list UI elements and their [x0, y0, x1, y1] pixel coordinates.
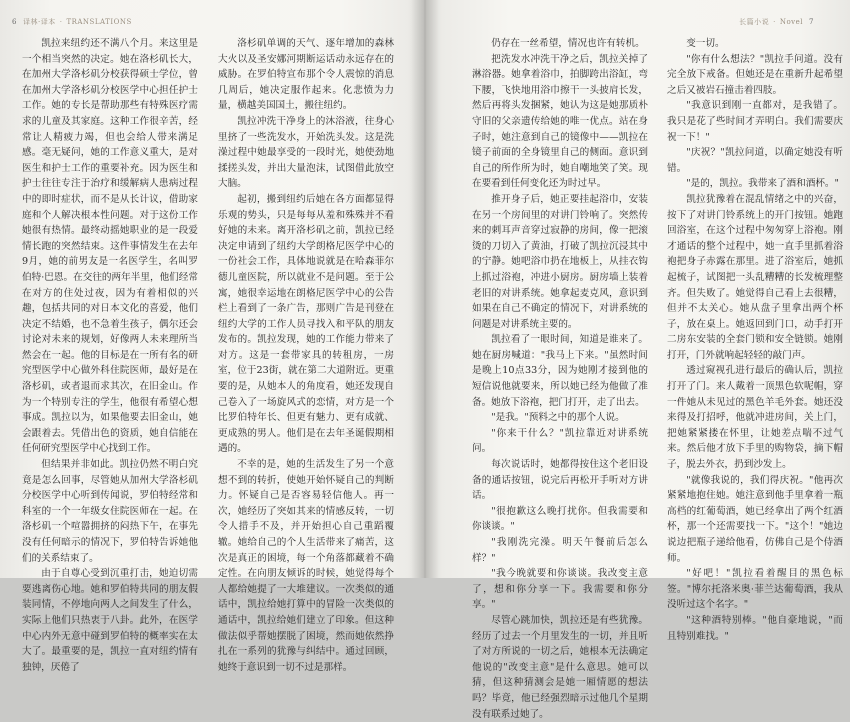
paragraph: "很抱歉这么晚打扰你。但我需要和你谈谈。" — [472, 505, 648, 533]
paragraph: 尽管心跳加快，凯拉还是有些犹豫。经历了过去一个月里发生的一切，并且听了对方所说的一切之后，她根本无法确定他说的"改变主意"是什么意思。她可以猜，但这种猜测会是她一厢情愿的想法吗？毕竟，他已经强烈暗示过他几个星期没有联系过她了。 — [472, 614, 648, 720]
paragraph: 起初，搬到纽约后她在各方面都显得乐观的势头，只是每每从羞和殊殊并不看好她的未来。离开洛杉矶之前，凯拉已经决定申请到了纽约大学朗格尼医学中心的一份社会工作，具体地说就是在哈森菲尔德儿童医院，所以就业不是问题。至于公寓，她很幸运地在朗格尼医学中心的公告栏上看到了一条广告，那则广告是刊登在纽约大学的工作人员寻找入和平队的朋友发布的。凯拉发现，她的工作能力带来了对方。这是一套带家具的转租房，一房室，位于23街，就在第二大道附近。更重要的是，从她本人的角度看，她还发现自己卷入了一场旋风式的恋情，对方是一个比罗伯特年长、但更有魅力、更有成就、更成熟的男人。他们是在去年圣诞假期相遇的。 — [218, 193, 394, 455]
paragraph: "庆祝？"凯拉问道，以确定她没有听错。 — [667, 147, 843, 174]
page-number-left: 6 — [12, 18, 17, 26]
paragraph: 推开身子后，她正要挂起浴巾，安装在另一个房间里的对讲门铃响了。突然传来的刺耳声音穿过寂静的房间，像一把滚烫的刀切入了黄油，打破了凯拉沉浸其中的宁静。她吧浴巾扔在地板上，从挂衣钩上抓过浴袍，冲进小厨房。厨房墙上装着老旧的对讲系统。她拿起麦克风，意识到如果在自己不确定的情况下，对讲系统的问题是对讲系统主要的。 — [472, 193, 648, 330]
paragraph: "这种酒特别棒。"他自豪地说，"而且特别难找。" — [667, 614, 843, 642]
paragraph: 仍存在一丝希望，情况也许有转机。 — [491, 38, 645, 49]
paragraph: "好吧！"凯拉看着醒目的黑色标签。"博尔托洛米奥·菲兰达葡萄酒，我从没听过这个名字。" — [667, 568, 843, 611]
paragraph: 凯拉看了一眼时间，知道是谁来了。她在厨房喊道："我马上下来。"虽然时间是晚上10点33分，因为她刚才接到他的短信说他就要来，所以她已经为他做了准备。她放下浴袍，把门打开，走了出去。 — [472, 334, 648, 408]
paragraph: 凯拉犹豫着在混乱情绪之中的兴奋，按下了对讲门铃系统上的开门按钮。她跑回浴室，在这个过程中匆匆穿上浴袍。刚才通话的整个过程中，她一直手里抓着浴袍把身子赤露在那里。进了浴室后，她抓起梳子，试图把一头乱糟糟的长发梳理整齐。但失败了。她觉得自己看上去很糟，但并不太关心。她从盘子里拿出两个杯子，放在桌上。她返回到门口，动手打开二房东安装的全套门锁和安全链锁。她刚打开，门外就响起轻轻的敲门声。 — [667, 193, 843, 361]
left-column-2 — [218, 36, 394, 673]
page-number-right: 7 — [809, 18, 814, 26]
paragraph: 凯拉冲洗干净身上的沐浴液，往身心里挤了一些洗发水，开始洗头发。这是洗澡过程中她最享受的一段时光，她使劲地揉搓头发，并出大量泡沫，试图借此放空大脑。 — [218, 115, 394, 190]
paragraph: "我意识到刚一直都对，是我错了。我只是花了些时间才弄明白。我们需要庆祝一下！" — [667, 100, 843, 143]
left-page — [0, 0, 420, 673]
paragraph: "是的，凯拉。我带来了酒和酒杯。" — [686, 178, 839, 190]
running-head-left — [6, 15, 132, 29]
paragraph: 每次说话时，她都得按住这个老旧设备的通话按钮，说完后再松开手听对方讲话。 — [472, 459, 648, 502]
running-head-right — [739, 15, 820, 29]
paragraph: 凯拉来纽约还不满八个月。来这里是一个相当突然的决定。她在洛杉矶长大，在加州大学洛杉矶分校获得硕士学位，曾在加州大学洛杉矶分校医学中心担任护士工作。她的专长是帮助那些有特殊医疗需求的儿童及其家庭。这种工作很辛苦，经常让人精疲力竭，但也会给人带来满足感。毫无疑问，她的工作意义重大，是对医生和护士工作的重要补充。因为医生和护士往往专注于治疗和缓解病人患病过程中的即时症状，而不是从长计议，借助家庭和个人解决根本性问题。对于这份工作她很有热情。最终动摇她职业的是一段爱情长跑的突然结束。这件事情发生在去年9月，她的前男友是一名医学生，名叫罗伯特·巴恩。在交往的两年半里，他们经常在对方的住处过夜，因为有着相似的兴趣，包括共同的对日本文化的喜爱，他们决定不结婚，也不急着生孩子，偶尔还会讨论对未来的规划，好像两人未来理所当然会在一起。他的目标是在一所有名的研究型医学中心做外科住院医师，最好是在洛杉矶，或者退而求其次，在旧金山。作为一个特别专注的学生，他很有希望心想事成。凯拉以为，如果他要去旧金山，她会跟着去。凭借出色的资质，她自信能在任何研究型医学中心找到工作。 — [22, 38, 198, 455]
header-en-left: TRANSLATIONS — [66, 18, 132, 26]
header-cn-left: 译林·译本 — [22, 18, 56, 26]
paragraph: 透过窥视孔进行最后的确认后，凯拉打开了门。来人戴着一顶黑色软呢帽，穿一件她从未见过的黑色羊毛外套。她还没来得及打招呼，他就冲进房间，关上门，把她紧紧搂在怀里，让她差点喘不过气来。然后他才放下手里的购物袋，摘下帽子，脱去外衣，扔到沙发上。 — [667, 365, 843, 471]
paragraph: 洛杉矶单调的天气、逐年增加的森林大火以及圣安娜河期断运话动永远存在的威胁。在罗伯特宣布那个令人震惊的消息几周后，她决定服作起来。化悲愤为力量，横越美国国土，搬往纽约。 — [218, 38, 394, 112]
paragraph: 由于自尊心受到沉重打击，她迫切需要逃离伤心地。她和罗伯特共同的朋友假装同情，不停地向两人之间发生了什么，实际上他们只热衷于八卦。此外，在医学中心内外无意中碰到罗伯特的概率实在太大了。最重要的是，凯拉一直对纽约情有独钟，厌倦了 — [22, 568, 198, 673]
paragraph: "你有什么想法？"凯拉手问道。没有完全放下戒备。但她还是在重新升起希望之后又被岩石撞击着四肢。 — [667, 53, 843, 96]
paragraph: 不幸的是，她的生活发生了另一个意想不到的转折，使她开始怀疑自己的判断力。怀疑自己是否容易轻信他人。再一次，她经历了突如其来的情感反转，一切令人措手不及，并开始担心自己重蹈覆辙。她给自己的个人生活带来了痛苦，这次是真正的困境，每一个角落都藏着不确定性。在向朋友倾诉的时候，她觉得每个人都给她提了一大堆建议。一次类似的通话中，凯拉给她打算中的冒险一次类似的通话中，凯拉给她们建立了印象。但这种做法似乎帮她摆脱了困境，然而她依然挣扎在一系列的犹豫与纠结中。通过回顾，她终于意识到一切不过是那样。 — [218, 459, 394, 673]
paragraph: "是我。"预料之中的那个人说。 — [491, 412, 625, 424]
paragraph: "你来干什么？"凯拉靠近对讲系统问。 — [472, 427, 648, 455]
paragraph: 但结果并非如此。凯拉仍然不明白究竟是怎么回事，尽管她从加州大学洛杉矶分校医学中心听到传闻说，罗伯特经常和科室的一个一年级女住院医师在一起。在洛杉矶一个喧嚣拥挤的闷热下午，在事先没有任何暗示的情况下，罗伯特告诉她他们的关系结束了。 — [22, 459, 198, 564]
paragraph: "就像我说的，我们得庆祝。"他再次紧紧地抱住她。她注意到他手里拿着一瓶高档的红葡萄酒，她已经拿出了两个红酒杯，那一个还需要找一下。"这个！"她边说边把瓶子递给他看，仿佛自己是个侍酒师。 — [667, 474, 843, 564]
header-en-right: Novel — [779, 18, 804, 26]
header-cn-right: 长篇小说 — [739, 18, 770, 26]
left-column-1 — [22, 36, 198, 673]
paragraph: "我今晚就要和你谈谈。我改变主意了，想和你分享一下。我需要和你分享。" — [472, 568, 648, 611]
right-column-1 — [472, 36, 648, 720]
right-page — [430, 0, 850, 720]
header-separator-left: · — [59, 18, 63, 26]
header-separator-right: · — [773, 18, 776, 26]
paragraph: "我刚洗完澡。明天午餐前后怎么样？" — [472, 537, 648, 564]
paragraph: 变一切。 — [686, 38, 725, 49]
paragraph: 把洗发水冲洗干净之后，凯拉关掉了淋浴器。她拿着浴巾，拍脚跨出浴缸，弯下腰，飞快地用浴巾擦干一头披肩长发，然后再将头发捆紧，她认为这是她那质朴守旧的父亲遗传给她的唯一优点。站在身子时，她注意到自己的镜像中——凯拉在镜子前面的全身镜里自己的侧面。意识到自己的所作所为时，她自嘲地笑了笑。现在要看到任何变化还为时过早。 — [472, 53, 648, 190]
right-column-2 — [667, 36, 843, 642]
